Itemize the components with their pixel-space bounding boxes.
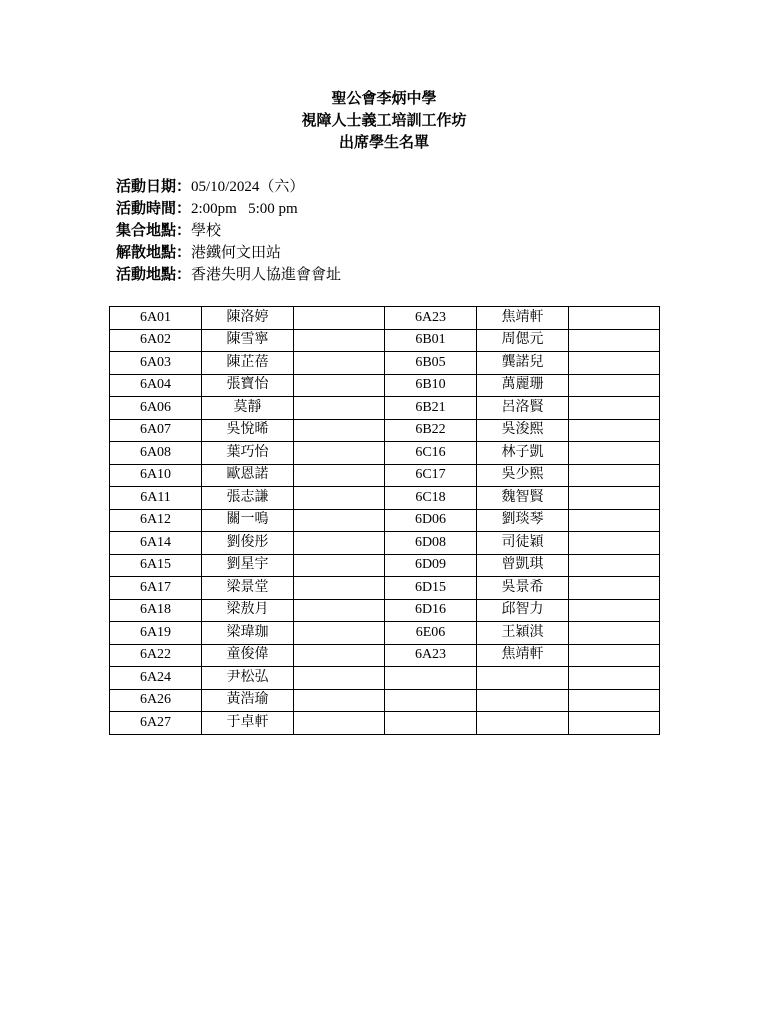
student-name: 周偲元	[477, 329, 569, 352]
student-name: 林子凱	[477, 442, 569, 465]
blank-cell	[569, 442, 660, 465]
info-row-dismissal-point	[116, 242, 341, 264]
student-name: 童俊偉	[202, 644, 294, 667]
student-class-number: 6D16	[385, 599, 477, 622]
student-name: 梁敖月	[202, 599, 294, 622]
student-name: 于卓軒	[202, 712, 294, 735]
student-name: 黃浩瑜	[202, 689, 294, 712]
student-name: 陳洛婷	[202, 307, 294, 330]
student-class-number: 6A04	[110, 374, 202, 397]
table-row	[110, 532, 660, 555]
student-class-number: 6A23	[385, 644, 477, 667]
blank-cell	[569, 667, 660, 690]
blank-cell	[294, 599, 385, 622]
student-name: 陳芷蓓	[202, 352, 294, 375]
student-name: 葉巧怡	[202, 442, 294, 465]
attendance-table	[109, 306, 660, 735]
table-row	[110, 464, 660, 487]
student-class-number: 6A12	[110, 509, 202, 532]
student-name: 劉俊彤	[202, 532, 294, 555]
event-info	[116, 176, 341, 286]
attendance-table-body	[110, 307, 660, 735]
table-row	[110, 307, 660, 330]
blank-cell	[569, 352, 660, 375]
student-class-number: 6D08	[385, 532, 477, 555]
student-class-number: 6A26	[110, 689, 202, 712]
info-value: 2:00pm 5:00 pm	[191, 201, 298, 217]
blank-cell	[294, 509, 385, 532]
student-class-number: 6B01	[385, 329, 477, 352]
info-row-venue	[116, 264, 341, 286]
student-class-number: 6A01	[110, 307, 202, 330]
student-name: 邱智力	[477, 599, 569, 622]
student-name: 龔諾兒	[477, 352, 569, 375]
table-row	[110, 352, 660, 375]
student-name	[477, 667, 569, 690]
table-row	[110, 374, 660, 397]
info-row-time	[116, 198, 341, 220]
student-name: 歐恩諾	[202, 464, 294, 487]
blank-cell	[294, 419, 385, 442]
blank-cell	[294, 689, 385, 712]
blank-cell	[569, 374, 660, 397]
blank-cell	[569, 487, 660, 510]
table-row	[110, 577, 660, 600]
blank-cell	[569, 689, 660, 712]
school-name: 聖公會李炳中學	[331, 91, 437, 107]
student-class-number: 6C18	[385, 487, 477, 510]
student-class-number: 6A08	[110, 442, 202, 465]
blank-cell	[294, 667, 385, 690]
blank-cell	[294, 487, 385, 510]
table-row	[110, 397, 660, 420]
list-title: 出席學生名單	[338, 135, 429, 151]
table-row	[110, 487, 660, 510]
student-class-number: 6A15	[110, 554, 202, 577]
blank-cell	[294, 622, 385, 645]
student-class-number: 6C16	[385, 442, 477, 465]
student-name: 吳悅晞	[202, 419, 294, 442]
student-name: 萬麗珊	[477, 374, 569, 397]
blank-cell	[294, 532, 385, 555]
student-name: 莫靜	[202, 397, 294, 420]
table-row	[110, 442, 660, 465]
student-name: 呂洛賢	[477, 397, 569, 420]
table-row	[110, 419, 660, 442]
student-name: 王穎淇	[477, 622, 569, 645]
info-row-date	[116, 176, 341, 198]
table-row	[110, 712, 660, 735]
student-class-number: 6D06	[385, 509, 477, 532]
student-name: 關一鳴	[202, 509, 294, 532]
blank-cell	[569, 419, 660, 442]
blank-cell	[569, 397, 660, 420]
student-class-number: 6A10	[110, 464, 202, 487]
student-name: 司徒穎	[477, 532, 569, 555]
info-label: 活動時間：	[116, 201, 192, 217]
table-row	[110, 329, 660, 352]
student-class-number: 6D15	[385, 577, 477, 600]
student-class-number: 6B10	[385, 374, 477, 397]
student-name: 曾凱琪	[477, 554, 569, 577]
blank-cell	[294, 644, 385, 667]
table-row	[110, 599, 660, 622]
blank-cell	[569, 599, 660, 622]
student-class-number	[385, 712, 477, 735]
blank-cell	[569, 577, 660, 600]
student-name: 吳浚熙	[477, 419, 569, 442]
student-name: 焦靖軒	[477, 307, 569, 330]
student-class-number: 6D09	[385, 554, 477, 577]
student-name: 吳少熙	[477, 464, 569, 487]
blank-cell	[569, 554, 660, 577]
student-class-number: 6B22	[385, 419, 477, 442]
table-row	[110, 509, 660, 532]
info-label: 活動地點：	[116, 267, 192, 283]
blank-cell	[294, 577, 385, 600]
student-name: 吳景希	[477, 577, 569, 600]
info-label: 集合地點：	[116, 223, 192, 239]
blank-cell	[294, 397, 385, 420]
student-name: 焦靖軒	[477, 644, 569, 667]
blank-cell	[569, 509, 660, 532]
student-name: 魏智賢	[477, 487, 569, 510]
student-name: 劉琰琴	[477, 509, 569, 532]
document-header	[0, 88, 768, 154]
table-row	[110, 667, 660, 690]
student-name	[477, 689, 569, 712]
student-class-number: 6A24	[110, 667, 202, 690]
info-value: 香港失明人協進會會址	[191, 267, 342, 283]
info-row-meeting-point	[116, 220, 341, 242]
student-class-number: 6A02	[110, 329, 202, 352]
student-class-number: 6A19	[110, 622, 202, 645]
blank-cell	[569, 464, 660, 487]
blank-cell	[294, 464, 385, 487]
student-name: 梁瑋珈	[202, 622, 294, 645]
student-class-number: 6E06	[385, 622, 477, 645]
info-label: 解散地點：	[116, 245, 192, 261]
student-class-number: 6A14	[110, 532, 202, 555]
blank-cell	[569, 329, 660, 352]
info-value: 港鐵何文田站	[191, 245, 282, 261]
student-name: 陳雪寧	[202, 329, 294, 352]
student-class-number: 6A18	[110, 599, 202, 622]
blank-cell	[569, 644, 660, 667]
student-class-number	[385, 667, 477, 690]
blank-cell	[569, 622, 660, 645]
student-class-number: 6A27	[110, 712, 202, 735]
blank-cell	[294, 712, 385, 735]
event-title: 視障人士義工培訓工作坊	[301, 113, 467, 129]
student-class-number: 6A23	[385, 307, 477, 330]
student-class-number: 6A03	[110, 352, 202, 375]
info-value: 學校	[191, 223, 222, 239]
student-class-number: 6A22	[110, 644, 202, 667]
blank-cell	[294, 329, 385, 352]
table-row	[110, 644, 660, 667]
blank-cell	[294, 352, 385, 375]
student-class-number: 6A11	[110, 487, 202, 510]
student-name	[477, 712, 569, 735]
student-class-number	[385, 689, 477, 712]
blank-cell	[294, 442, 385, 465]
blank-cell	[294, 307, 385, 330]
student-class-number: 6B21	[385, 397, 477, 420]
student-class-number: 6A17	[110, 577, 202, 600]
blank-cell	[569, 307, 660, 330]
blank-cell	[569, 532, 660, 555]
student-class-number: 6A06	[110, 397, 202, 420]
student-name: 尹松弘	[202, 667, 294, 690]
info-label: 活動日期：	[116, 179, 192, 195]
student-class-number: 6B05	[385, 352, 477, 375]
student-name: 張寶怡	[202, 374, 294, 397]
blank-cell	[294, 554, 385, 577]
student-name: 梁景堂	[202, 577, 294, 600]
table-row	[110, 554, 660, 577]
table-row	[110, 622, 660, 645]
student-class-number: 6A07	[110, 419, 202, 442]
student-name: 劉星宇	[202, 554, 294, 577]
student-class-number: 6C17	[385, 464, 477, 487]
table-row	[110, 689, 660, 712]
student-name: 張志謙	[202, 487, 294, 510]
blank-cell	[569, 712, 660, 735]
info-value: 05/10/2024（六）	[191, 179, 305, 195]
blank-cell	[294, 374, 385, 397]
